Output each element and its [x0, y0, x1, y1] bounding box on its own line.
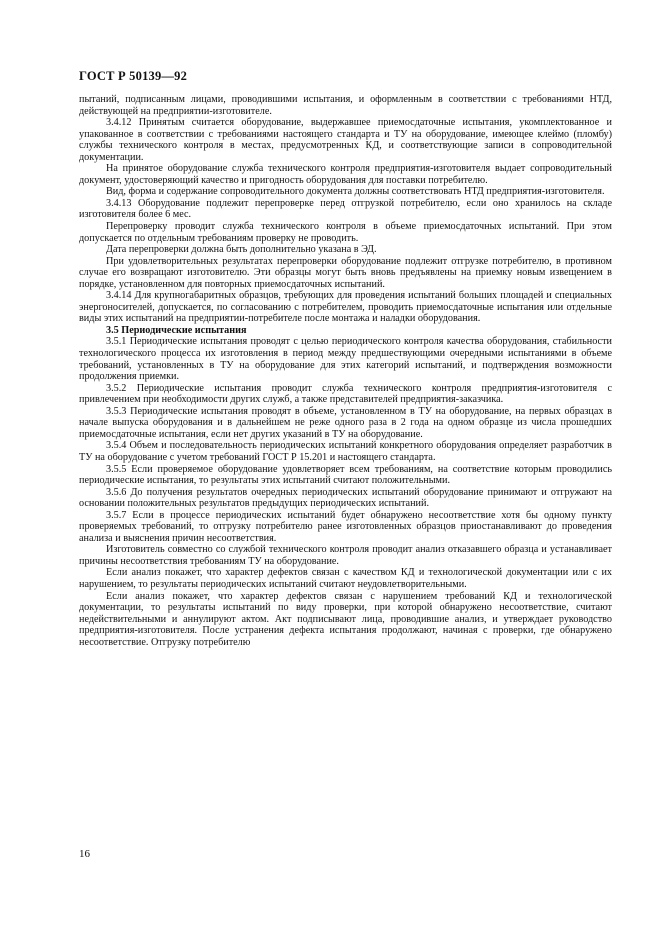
paragraph: Если анализ покажет, что характер дефектов связан с качеством КД и технологической документации или с их нарушением, то результаты периодических испытаний считают неудовлетворительными. [79, 567, 612, 590]
paragraph: 3.4.13 Оборудование подлежит перепроверке перед отгрузкой потребителю, если оно хранилось на складе изготовителя более 6 мес. [79, 197, 612, 221]
paragraph: пытаний, подписанным лицами, проводившими испытания, и оформленным в соответствии с требованиями НТД, действующей на предприятии-изготовителе. [79, 94, 612, 117]
paragraph: Изготовитель совместно со службой технического контроля проводит анализ отказавшего образца и устанавливает причины несоответствия требованиям ТУ на оборудование. [79, 544, 612, 567]
paragraph: При удовлетворительных результатах перепроверки оборудование подлежит отгрузке потребителю, в противном случае его возвращают изготовителю. Эти образцы могут быть вновь предъявлены на приемку новым извещением в порядке, установленном для повторных приемосдаточных испытаний. [79, 255, 612, 290]
paragraph: 3.4.14 Для крупногабаритных образцов, требующих для проведения испытаний больших площадей и специальных энергоносителей, допускается, по согласованию с потребителем, проводить приемосдаточные испытания или отдельные виды этих испытаний на предприятии-потребителе после монтажа и наладки оборудования. [79, 290, 612, 325]
paragraph: 3.5.6 До получения результатов очередных периодических испытаний оборудование принимают и отгружают на основании положительных результатов предыдущих периодических испытаний. [79, 486, 612, 510]
paragraph: Вид, форма и содержание сопроводительного документа должны соответствовать НТД предприятия-изготовителя. [106, 186, 605, 198]
paragraph: На принятое оборудование служба технического контроля предприятия-изготовителя выдает сопроводительный документ, удостоверяющий качество и пригодность оборудования для поставки потребителю. [79, 163, 612, 186]
paragraph: 3.5.1 Периодические испытания проводят с целью периодического контроля качества оборудования, стабильности технологического процесса их изготовления в период между предшествующими очередными испытаниями в объеме требований, установленных в ТУ на оборудование для этих категорий испытаний, и подтверждения возможности продолжения приемки. [79, 336, 612, 383]
paragraph: 3.5.4 Объем и последовательность периодических испытаний конкретного оборудования определяет разработчик в ТУ на оборудование с учетом требований ГОСТ Р 15.201 и настоящего стандарта. [79, 440, 612, 463]
body-text [79, 94, 612, 648]
standard-header: ГОСТ Р 50139—92 [79, 69, 188, 83]
section-heading: 3.5 Периодические испытания [106, 324, 247, 336]
paragraph: Перепроверку проводит служба технического контроля в объеме приемосдаточных испытаний. При этом допускается по отдельным требованиям проверку не проводить. [79, 221, 612, 244]
paragraph: 3.5.5 Если проверяемое оборудование удовлетворяет всем требованиям, на соответствие которым проводились периодические испытания, то результаты этих испытаний считают положительными. [79, 463, 612, 487]
paragraph: 3.5.2 Периодические испытания проводит служба технического контроля предприятия-изготовителя с привлечением при необходимости других служб, а также представителей предприятия-заказчика. [79, 382, 612, 406]
paragraph: 3.4.12 Принятым считается оборудование, выдержавшее приемосдаточные испытания, укомплектованное и упакованное в соответствии с требованиями настоящего стандарта и ТУ на оборудование, имеющее клеймо (пломбу) службы технического контроля в местах, предусмотренных КД, и соответствующие записи в сопроводительной документации. [79, 117, 612, 163]
paragraph: 3.5.7 Если в процессе периодических испытаний будет обнаружено несоответствие хотя бы одному пункту проверяемых требований, то отгрузку потребителю ранее изготовленных образцов приостанавливают до проведения анализа и выяснения причин несоответствия. [79, 509, 612, 544]
paragraph: Дата перепроверки должна быть дополнительно указана в ЭД. [106, 244, 377, 256]
paragraph: Если анализ покажет, что характер дефектов связан с нарушением требований КД и технологической документации, то результаты испытаний по виду проверки, при которой обнаружено несоответствие, считают недействительными и аннулируют актом. Акт подписывают лица, проводившие анализ, и утверждает руководство предприятия-изготовителя. После устранения дефекта испытания продолжают, начиная с проверки, где обнаружено несоответствие. Отгрузку потребителю [79, 590, 612, 648]
paragraph: 3.5.3 Периодические испытания проводят в объеме, установленном в ТУ на оборудование, на первых образцах в начале выпуска оборудования и в дальнейшем не реже одного раза в 2 года на одном образце из числа прошедших приемосдаточные испытания, если нет других указаний в ТУ на оборудование. [79, 405, 612, 440]
page-number: 16 [79, 848, 90, 860]
